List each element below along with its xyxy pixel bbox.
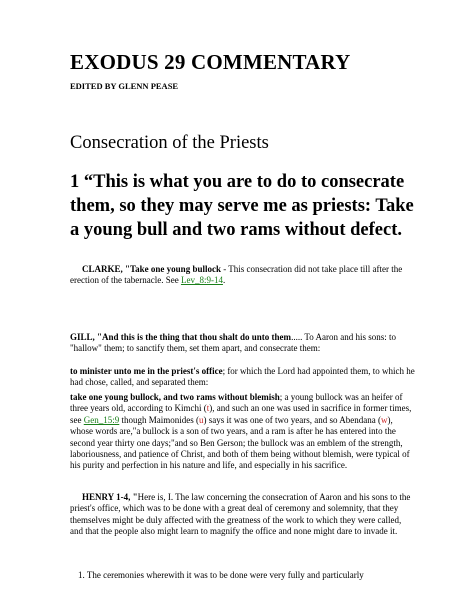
footnote-w-link[interactable]: w: [380, 414, 388, 425]
gill-paragraph: [70, 332, 415, 355]
henry-lead: HENRY 1-4, ": [82, 492, 138, 502]
henry-paragraph: [70, 492, 415, 538]
take-text-5: ), whose words are,"a bullock is a son of two years, and a ram is after he has entered into the second year thirty one days;"and so Ben Gerson; the bullock was an emblem of the strength, laboriousness, and patience of Christ, and both of them being without blemish, were typical of his purity and perfection in his nature and life, and especially in his sacrifice.: [70, 414, 410, 471]
clarke-ref-link[interactable]: Lev_8:9-14: [180, 275, 223, 286]
verse-text: 1 “This is what you are to do to consecrate them, so they may serve me as priests: Take a young bull and two rams without defect.: [70, 172, 414, 240]
gill-lead: GILL, "And this is the thing that thou shalt do unto them: [70, 332, 292, 342]
gill-text: ..... To Aaron and his sons: to "hallow" them; to sanctify them, set them apart, and consecrate them:: [70, 332, 397, 354]
document-title: EXODUS 29 COMMENTARY: [70, 50, 351, 74]
take-text-4: ) says it was one of two years, and so Abendana (: [203, 414, 381, 425]
clarke-text: - This consecration did not take place till after the erection of the tabernacle. See: [70, 264, 403, 286]
section-heading: Consecration of the Priests: [70, 133, 269, 153]
clarke-end: .: [222, 275, 226, 286]
document-subtitle: EDITED BY GLENN PEASE: [70, 81, 179, 91]
take-lead: take one young bullock, and two rams without blemish: [70, 392, 280, 402]
take-paragraph: [70, 392, 415, 472]
clarke-paragraph: [70, 264, 415, 287]
take-text-2: ), and such an one was used in sacrifice in former times, see: [70, 403, 412, 425]
take-text-1: ; a young bullock was an heifer of three years old, according to Kimchi (: [70, 392, 403, 414]
minister-paragraph: [70, 366, 415, 389]
footnote-u-link[interactable]: u: [199, 414, 204, 425]
gen-ref-link[interactable]: Gen_15:9: [83, 414, 120, 425]
clarke-lead: CLARKE, "Take one young bullock: [82, 264, 221, 274]
minister-text: ; for which the Lord had appointed them, to which he had chose, called, and separated them:: [70, 366, 415, 388]
henry-text: Here is, I. The law concerning the consecration of Aaron and his sons to the priest's office, which was to be done with a great deal of ceremony and solemnity, that they themselves might be duly affected with the greatness of the work to which they were called, and that the people also might learn to magnify the office and none might dare to invade it.: [70, 492, 411, 537]
take-text-3: though Maimonides (: [119, 414, 199, 425]
footnote-t-link[interactable]: t: [206, 403, 210, 414]
minister-lead: to minister unto me in the priest's office: [70, 366, 223, 376]
list-item: 1. The ceremonies wherewith it was to be done were very fully and particularly: [78, 570, 364, 580]
